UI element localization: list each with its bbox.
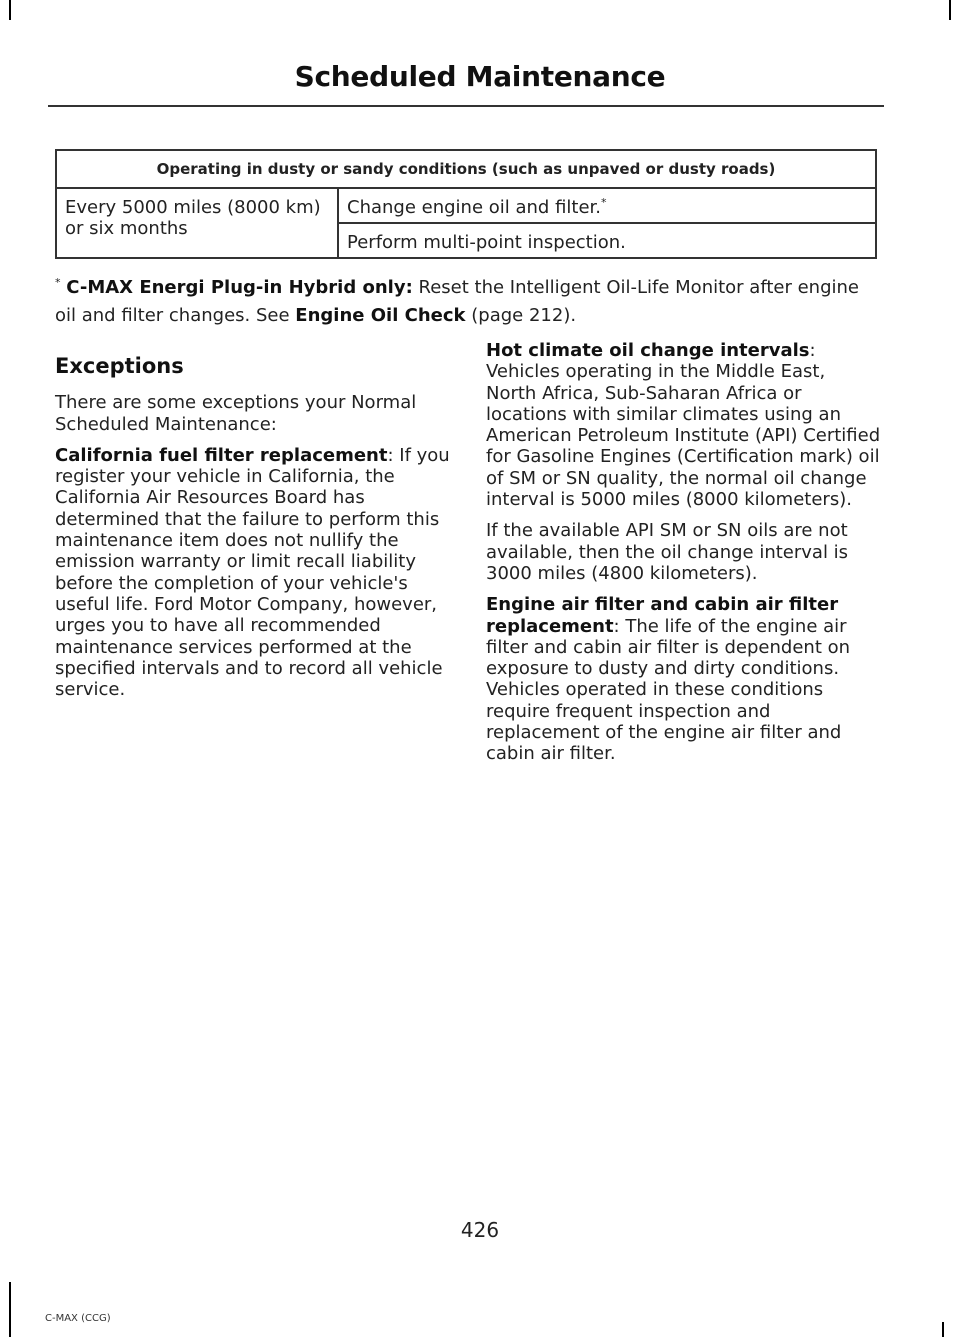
exceptions-intro: There are some exceptions your Normal Scheduled Maintenance: [55,392,417,435]
footnote-mark: * [55,276,61,289]
exceptions-heading: Exceptions [55,354,184,378]
left-column [55,340,450,710]
california-text: : If you register your vehicle in California, the California Air Resources Board has determined that the failure to perform this maintenance item does not nullify the emission warranty or limit recall liability before the completion of your vehicle's useful life. Ford Motor Company, however, urges you to have all recommended maintenance services performed at the specified intervals and to record all vehicle service. [55,444,450,701]
action-cell [338,223,876,258]
engine-oil-check-link[interactable]: Engine Oil Check [295,305,466,326]
air-filter-paragraph [486,594,881,764]
page-reference: (page 212). [471,305,577,326]
page-title: Scheduled Maintenance [294,60,666,93]
table-row [56,188,876,223]
right-column [486,340,881,775]
air-filter-label: Engine air filter and cabin air filter replacement [486,594,839,637]
crop-mark-bottom-right [942,1322,944,1337]
action-text: Change engine oil and filter. [347,197,602,218]
hot-climate-paragraph [486,340,881,510]
interval-cell: Every 5000 miles (8000 km) or six months [56,188,338,258]
crop-mark-top-right [949,0,951,20]
maintenance-table [55,149,877,259]
table-header-row [56,150,876,188]
crop-mark-bottom-left [9,1282,11,1337]
footnote-mark: * [601,196,607,209]
air-filter-text: : The life of the engine air filter and cabin air filter is dependent on exposure to dusty and dirty conditions. Vehicles operated in these conditions require frequent inspection and replacement of the engine air filter and cabin air filter. [486,615,851,765]
action-cell [338,188,876,223]
table-footnote [55,274,883,330]
hot-climate-text: : Vehicles operating in the Middle East, North Africa, Sub-Saharan Africa or locations with similar climates using an American Petroleum Institute (API) Certified for Gasoline Engines (Certification mark) oil of SM or SN quality, the normal oil change interval is 5000 miles (8000 kilometers). [486,340,881,511]
footnote-text: Reset the Intelligent Oil-Life Monitor after engine oil and filter changes. See [55,277,859,326]
footnote-label: C-MAX Energi Plug-in Hybrid only: [66,277,413,298]
title-divider [48,105,884,107]
california-paragraph [55,445,450,701]
crop-mark-top-left [9,0,11,20]
document-code: C-MAX (CCG) [45,1313,111,1324]
action-text: Perform multi-point inspection. [347,232,626,253]
table-heading: Operating in dusty or sandy conditions (such as unpaved or dusty roads) [56,150,876,188]
page-number: 426 [460,1218,500,1242]
api-oil-paragraph: If the available API SM or SN oils are not available, then the oil change interval is 3000 miles (4800 kilometers). [486,520,849,584]
california-label: California fuel filter replacement [55,444,388,466]
hot-climate-label: Hot climate oil change intervals [486,340,810,361]
